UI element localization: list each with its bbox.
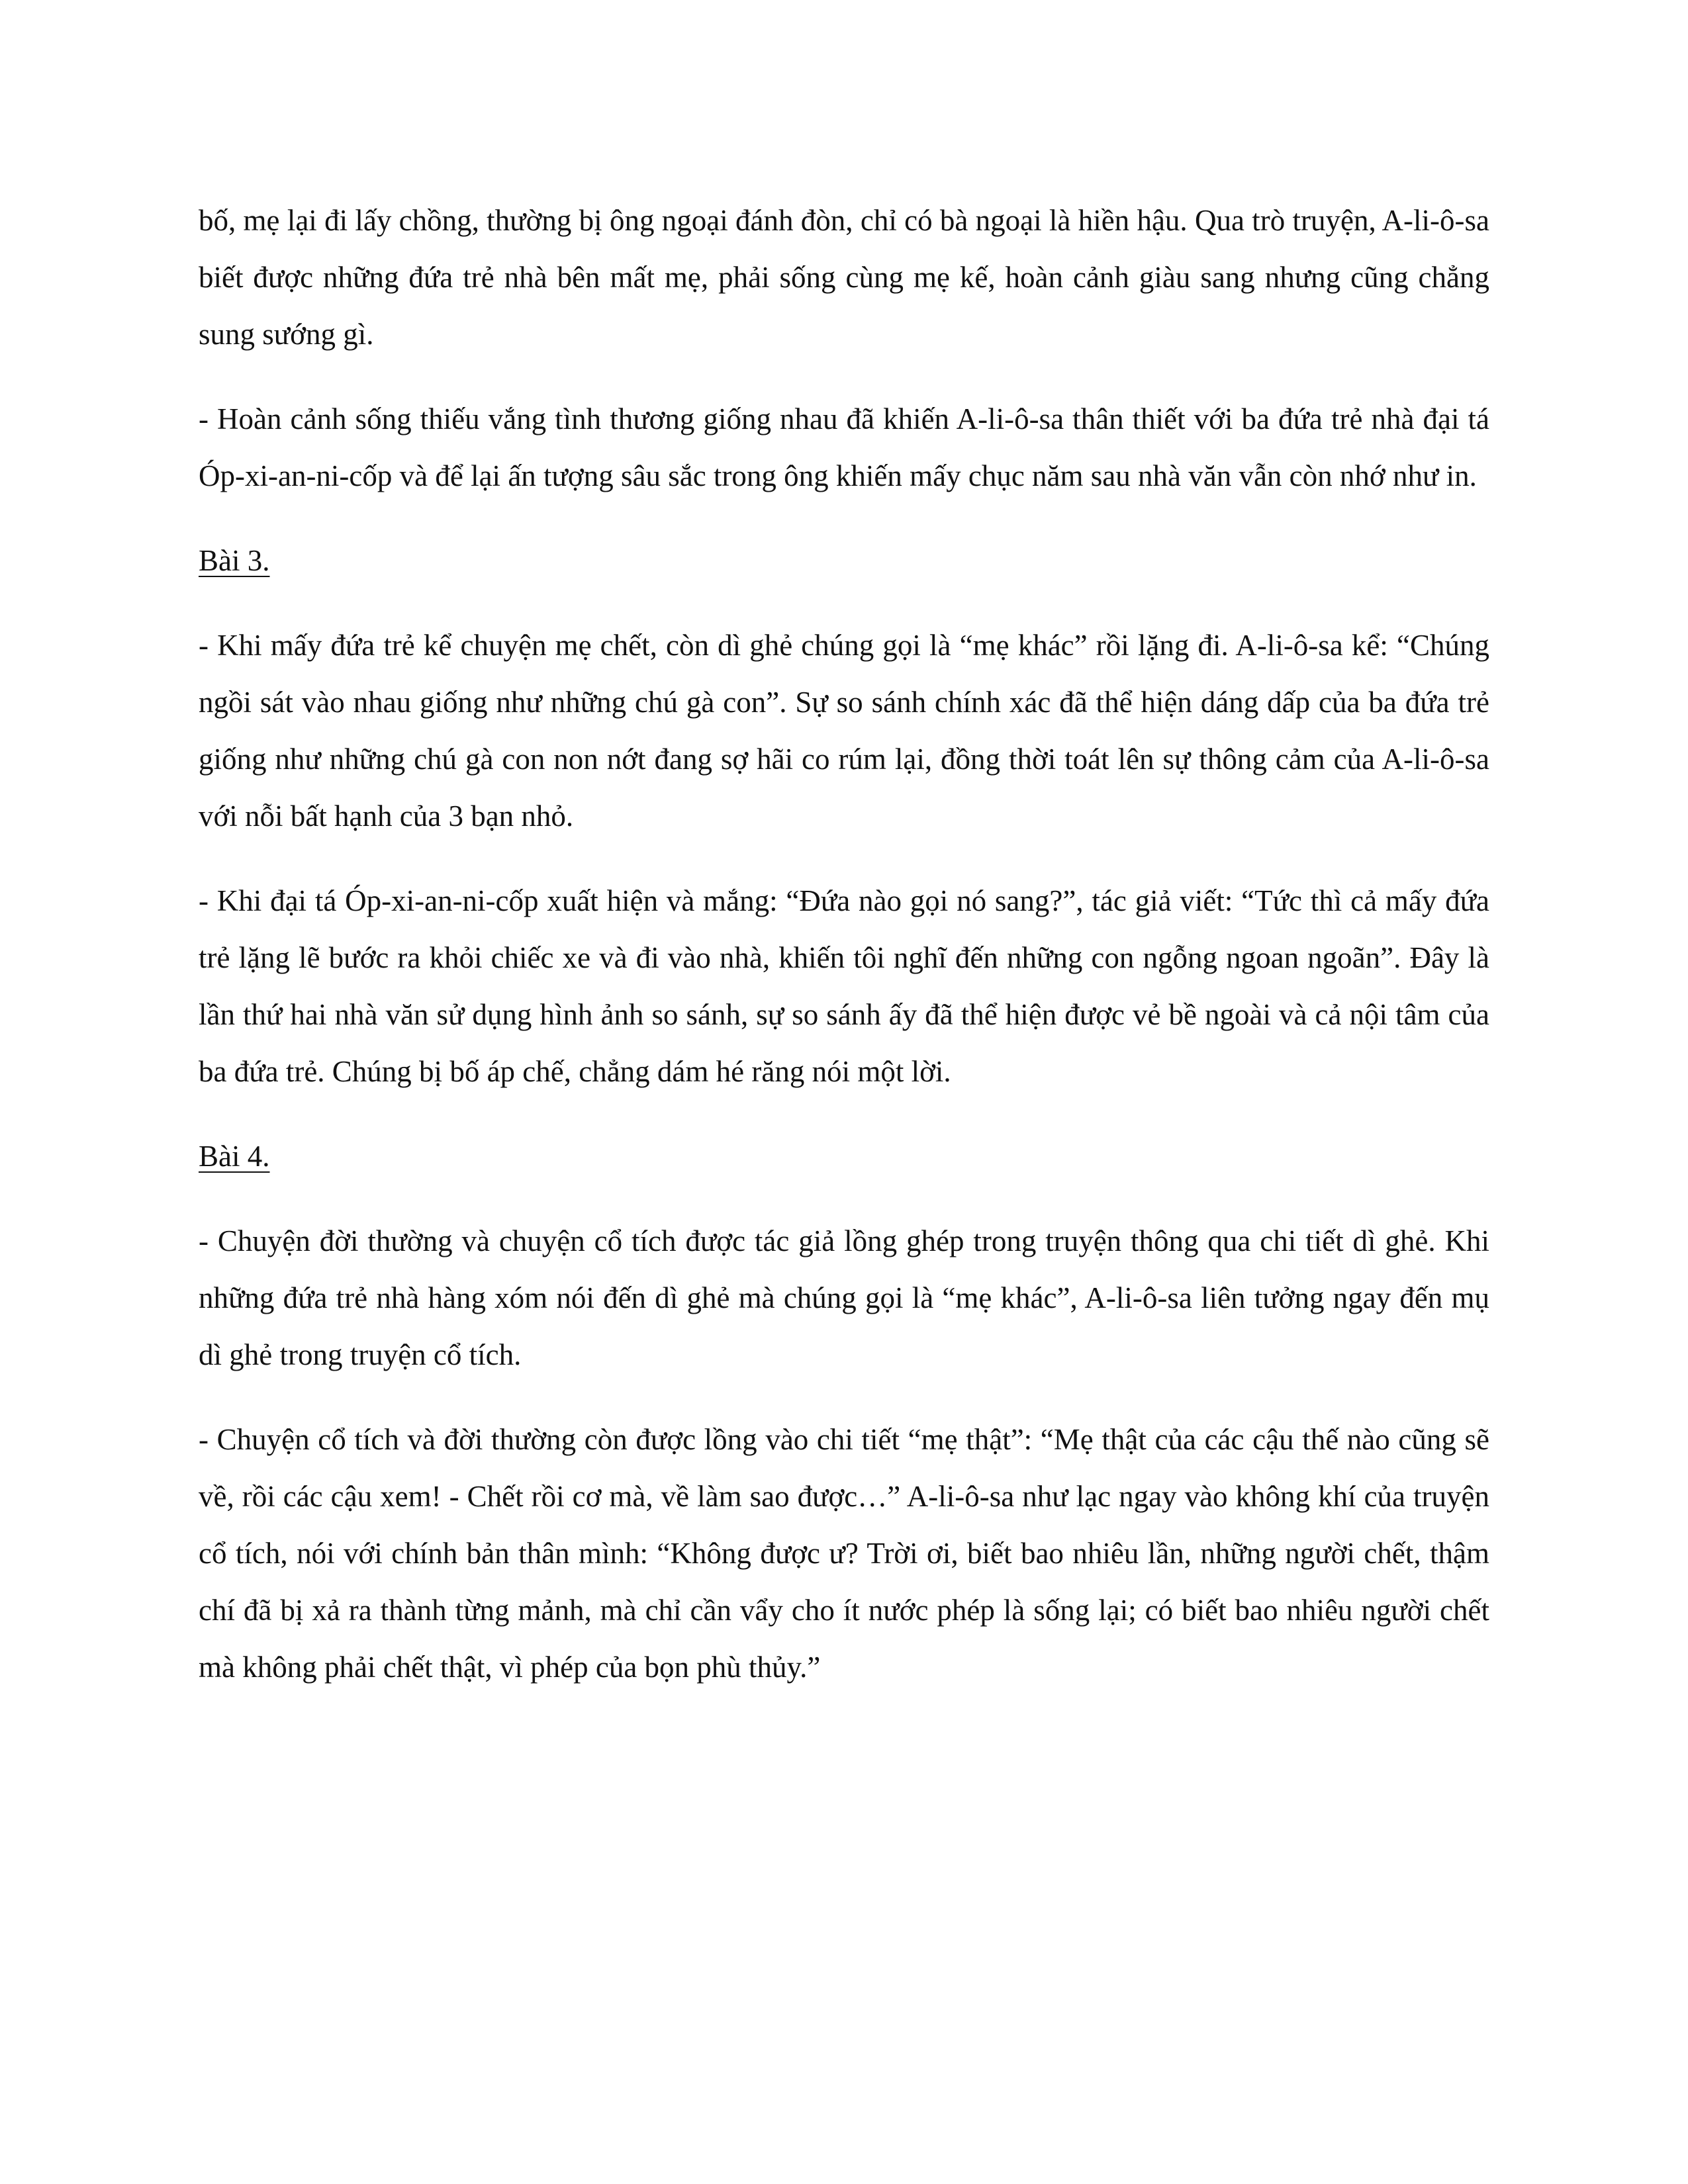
paragraph-childhood-background: bố, mẹ lại đi lấy chồng, thường bị ông ngoại đánh đòn, chỉ có bà ngoại là hiền hậu. Qua trò truyện, A-li-ô-sa biết được những đứa trẻ nhà bên mất mẹ, phải sống cùng mẹ kế, hoàn cảnh giàu sang nhưng cũng chẳng sung sướng gì.	[199, 204, 1489, 351]
paragraph-geese-comparison: - Khi đại tá Óp-xi-an-ni-cốp xuất hiện và mắng: “Đứa nào gọi nó sang?”, tác giả viết: “Tức thì cả mấy đứa trẻ lặng lẽ bước ra khỏi chiếc xe và đi vào nhà, khiến tôi nghĩ đến những con ngỗng ngoan ngoãn”. Đây là lần thứ hai nhà văn sử dụng hình ảnh so sánh, sự so sánh ấy đã thể hiện được vẻ bề ngoài và cả nội tâm của ba đứa trẻ. Chúng bị bố áp chế, chẳng dám hé răng nói một lời.	[199, 884, 1489, 1088]
paragraph-shared-circumstances: - Hoàn cảnh sống thiếu vắng tình thương giống nhau đã khiến A-li-ô-sa thân thiết với ba đứa trẻ nhà đại tá Óp-xi-an-ni-cốp và để lại ấn tượng sâu sắc trong ông khiến mấy chục năm sau nhà văn vẫn còn nhớ như in.	[199, 402, 1489, 492]
document-page	[199, 192, 1489, 1723]
heading-bai-3: Bài 3.	[199, 544, 270, 577]
paragraph-real-mother-detail: - Chuyện cổ tích và đời thường còn được lồng vào chi tiết “mẹ thật”: “Mẹ thật của các cậu thế nào cũng sẽ về, rồi các cậu xem! - Chết rồi cơ mà, về làm sao được…” A-li-ô-sa như lạc ngay vào không khí của truyện cổ tích, nói với chính bản thân mình: “Không được ư? Trời ơi, biết bao nhiêu lần, những người chết, thậm chí đã bị xả ra thành từng mảnh, mà chỉ cần vẩy cho ít nước phép là sống lại; có biết bao nhiêu người chết mà không phải chết thật, vì phép của bọn phù thủy.”	[199, 1423, 1489, 1684]
heading-bai-4: Bài 4.	[199, 1140, 270, 1173]
paragraph-chicks-comparison: - Khi mấy đứa trẻ kể chuyện mẹ chết, còn dì ghẻ chúng gọi là “mẹ khác” rồi lặng đi. A-li-ô-sa kể: “Chúng ngồi sát vào nhau giống như những chú gà con”. Sự so sánh chính xác đã thể hiện dáng dấp của ba đứa trẻ giống như những chú gà con non nớt đang sợ hãi co rúm lại, đồng thời toát lên sự thông cảm của A-li-ô-sa với nỗi bất hạnh của 3 bạn nhỏ.	[199, 629, 1489, 833]
paragraph-stepmother-detail: - Chuyện đời thường và chuyện cổ tích được tác giả lồng ghép trong truyện thông qua chi tiết dì ghẻ. Khi những đứa trẻ nhà hàng xóm nói đến dì ghẻ mà chúng gọi là “mẹ khác”, A-li-ô-sa liên tưởng ngay đến mụ dì ghẻ trong truyện cổ tích.	[199, 1224, 1489, 1371]
